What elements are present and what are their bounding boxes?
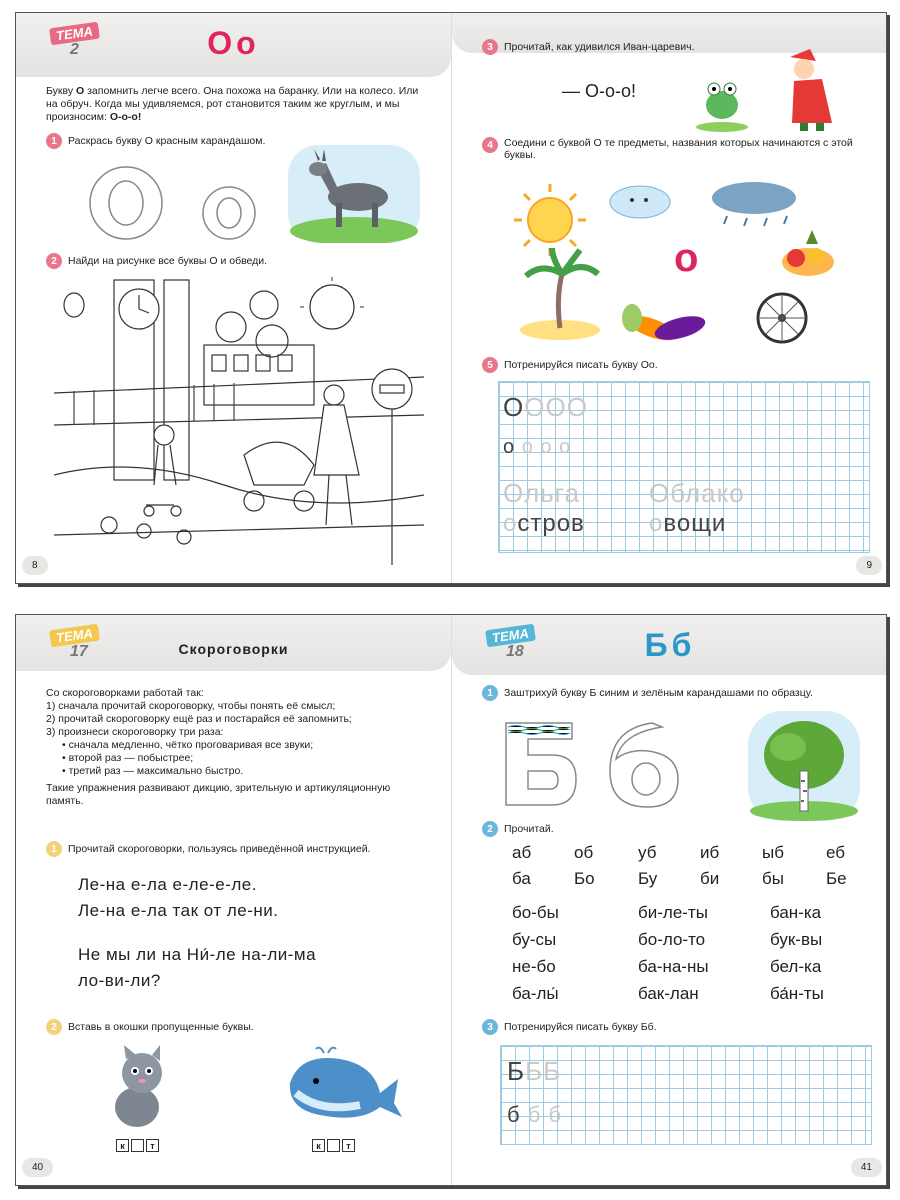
intro-text: Букву О запомнить легче всего. Она похожа на баранку. Или на колесо. Или на обруч. Когда мы удивляемся, рот становится таким же круглым, и мы произносим: О-о-о! — [46, 85, 419, 123]
task-1 — [46, 133, 265, 149]
spread-pages-8-9 — [15, 12, 887, 584]
syllable: бы — [762, 869, 784, 888]
task-3 — [482, 1019, 657, 1035]
page-number: 40 — [22, 1158, 53, 1177]
step-1: 1) сначала прочитай скороговорку, чтобы понять её смысл; — [46, 700, 336, 712]
instructions-outro: Такие упражнения развивают дикцию, зрительную и артикуляционную память. — [46, 782, 391, 807]
exclamation-text: — О-о-о! — [562, 81, 637, 101]
syllable: Бе — [826, 869, 847, 888]
bullet-2: • второй раз — побыстрее; — [62, 752, 194, 764]
bullet-3: • третий раз — максимально быстро. — [62, 765, 244, 777]
syllable: ба — [512, 869, 531, 888]
task-number: 3 — [482, 1019, 498, 1035]
letter-box: т — [146, 1139, 159, 1152]
task-4 — [482, 137, 862, 161]
page-title: Бб — [644, 627, 696, 663]
task-text: Раскрась букву О красным карандашом. — [68, 135, 266, 147]
task-2 — [46, 1019, 254, 1035]
page-number: 8 — [22, 556, 48, 575]
task-text: Найди на рисунке все буквы О и обведи. — [68, 255, 268, 267]
tongue-twister-line-4: ло-ви-ли? — [78, 971, 161, 990]
target-letter-o: о — [674, 236, 699, 280]
task-number: 1 — [46, 133, 62, 149]
writing-grid-b[interactable] — [500, 1045, 872, 1145]
word-boxes-cat — [116, 1137, 161, 1155]
reading-word: бу-сы — [512, 930, 557, 949]
letter-box: т — [342, 1139, 355, 1152]
syllable: би — [700, 869, 720, 888]
tema-number: 17 — [70, 643, 88, 660]
instructions — [46, 687, 426, 808]
syllable: Бо — [574, 869, 595, 888]
tema-label: ТЕМА — [485, 624, 536, 648]
bullet-1: • сначала медленно, чётко проговаривая все звуки; — [62, 739, 314, 751]
outline-letters-bb[interactable] — [502, 719, 712, 809]
fruit-picture — [782, 230, 834, 276]
reading-word: ба́н-ты — [770, 984, 824, 1003]
outline-letters-oo[interactable] — [81, 163, 271, 243]
task-text: Прочитай скороговорки, пользуясь приведённой инструкцией. — [68, 843, 371, 855]
step-3: 3) произнеси скороговорку три раза: — [46, 726, 224, 738]
syllable: уб — [638, 843, 657, 862]
palm-picture — [520, 248, 600, 340]
trace-letter-lower: б б б — [507, 1102, 563, 1127]
trace-letter-lower: о о о о — [503, 436, 572, 458]
syllable: иб — [700, 843, 720, 862]
syllable: аб — [512, 843, 532, 862]
task-text: Вставь в окошки пропущенные буквы. — [68, 1021, 254, 1033]
task-number: 4 — [482, 137, 498, 153]
trace-word-3: остров — [503, 510, 585, 537]
task-number: 1 — [482, 685, 498, 701]
task-2 — [482, 821, 554, 837]
trace-letter-upper: ОООО — [503, 392, 588, 422]
task-text: Потренируйся писать букву Оо. — [504, 359, 658, 371]
reading-word: не-бо — [512, 957, 556, 976]
empty-letter-box[interactable] — [131, 1139, 144, 1152]
task-text: Прочитай, как удивился Иван-царевич. — [504, 41, 695, 53]
task-2 — [46, 253, 267, 269]
tema-number: 2 — [70, 41, 79, 58]
task-number: 5 — [482, 357, 498, 373]
syllable: ыб — [762, 843, 784, 862]
birch-tree-illustration — [748, 711, 860, 821]
reading-word: ба-на-ны — [638, 957, 709, 976]
reading-word: ба-лы́ — [512, 984, 559, 1003]
reading-word: бак-лан — [638, 984, 699, 1003]
empty-letter-box[interactable] — [327, 1139, 340, 1152]
syllable: об — [574, 843, 594, 862]
syllable: еб — [826, 843, 846, 862]
task-number: 1 — [46, 841, 62, 857]
trace-word-2: Облако — [649, 478, 745, 508]
frog-and-prince-illustration — [682, 43, 862, 133]
page-number: 9 — [856, 556, 882, 575]
syllable: Бу — [638, 869, 658, 888]
word-boxes-whale — [312, 1137, 357, 1155]
task-1 — [46, 841, 370, 857]
task-number: 2 — [46, 253, 62, 269]
page-8 — [16, 13, 452, 583]
page-41 — [452, 615, 887, 1185]
task-number: 3 — [482, 39, 498, 55]
task-text: Прочитай. — [504, 823, 554, 835]
street-scene-illustration[interactable] — [54, 275, 424, 565]
page-title: Оо — [207, 25, 260, 61]
page-header — [16, 13, 451, 77]
task-number: 2 — [46, 1019, 62, 1035]
vegetables-picture — [622, 304, 708, 345]
instructions-intro: Со скороговорками работай так: — [46, 687, 204, 699]
donkey-illustration — [288, 145, 420, 243]
trace-word-1: Ольга — [503, 478, 581, 508]
tema-number: 18 — [506, 643, 524, 660]
trace-letter-upper: БББ — [507, 1056, 562, 1086]
reading-word: бо-бы — [512, 903, 559, 922]
cat-picture — [102, 1045, 172, 1129]
page-header — [452, 615, 887, 675]
reading-word: бел-ка — [770, 957, 822, 976]
page-header — [16, 615, 451, 671]
reading-word: бук-вы — [770, 930, 823, 949]
task-3 — [482, 39, 695, 55]
tongue-twister-line-3: Не мы ли на Ни́-ле на-ли-ма — [78, 945, 317, 964]
raincloud-picture — [712, 182, 796, 226]
task-number: 2 — [482, 821, 498, 837]
page-title: Скороговорки — [178, 641, 289, 657]
page-number: 41 — [851, 1158, 882, 1177]
tema-label: ТЕМА — [49, 22, 100, 46]
cloud-picture — [610, 186, 670, 218]
letter-box: к — [312, 1139, 325, 1152]
task-text: Заштрихуй букву Б синим и зелёным карандашами по образцу. — [504, 687, 813, 699]
task-text: Потренируйся писать букву Бб. — [504, 1021, 657, 1033]
tongue-twister-line-1: Ле-на е-ла е-ле-е-ле. — [78, 875, 257, 894]
task-1 — [482, 685, 813, 701]
spread-pages-40-41 — [15, 614, 887, 1186]
reading-word: би-ле-ты — [638, 903, 708, 922]
whale-picture — [280, 1043, 404, 1125]
sun-picture — [514, 184, 586, 256]
trace-word-4: овощи — [649, 510, 727, 537]
page-9 — [452, 13, 887, 583]
tongue-twister-line-2: Ле-на е-ла так от ле-ни. — [78, 901, 279, 920]
writing-grid-o[interactable] — [498, 381, 870, 553]
reading-word: бо-ло-то — [638, 930, 706, 949]
page-40 — [16, 615, 452, 1185]
wheel-picture — [758, 294, 806, 342]
step-2: 2) прочитай скороговорку ещё раз и постарайся её запомнить; — [46, 713, 352, 725]
reading-word: бан-ка — [770, 903, 822, 922]
task-5 — [482, 357, 658, 373]
tema-label: ТЕМА — [49, 624, 100, 648]
letter-box: к — [116, 1139, 129, 1152]
task-text: Соедини с буквой О те предметы, названия которых начинаются с этой буквы. — [504, 137, 853, 161]
